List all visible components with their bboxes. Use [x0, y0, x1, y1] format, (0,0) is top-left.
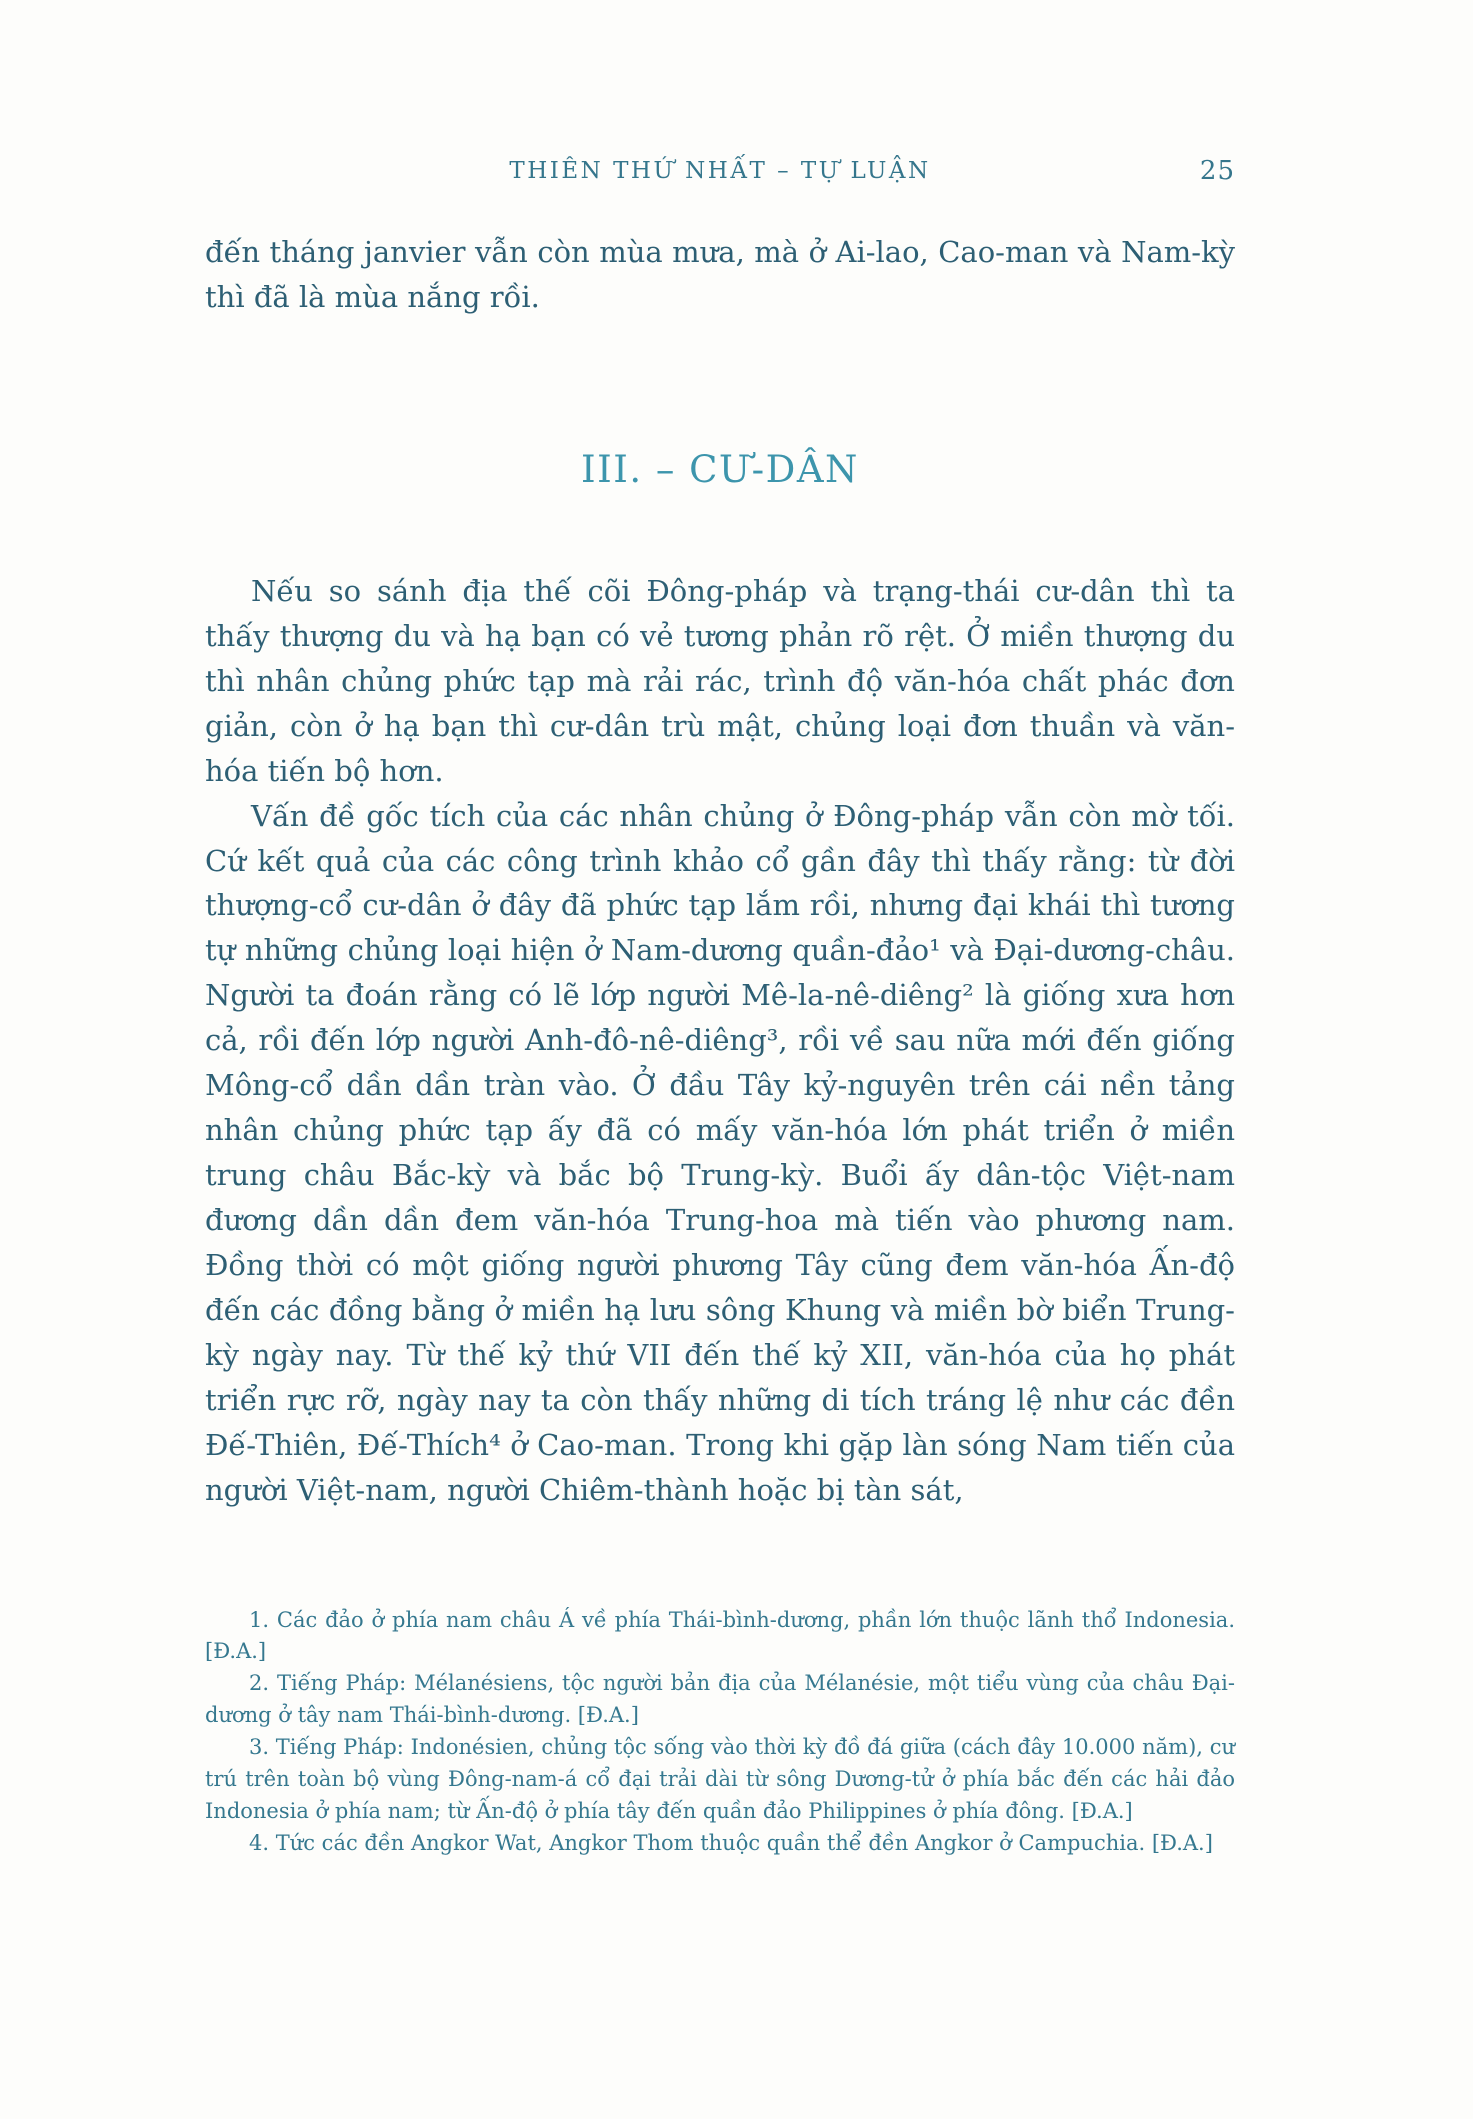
footnote: 4. Tức các đền Angkor Wat, Angkor Thom thuộc quần thể đền Angkor ở Campuchia. [Đ.A.] [249, 1830, 1213, 1855]
footnote: 2. Tiếng Pháp: Mélanésiens, tộc người bản địa của Mélanésie, một tiểu vùng của châu Đại-dương ở tây nam Thái-bình-dương. [Đ.A.] [205, 1671, 1235, 1728]
body-paragraph-continuation: đến tháng janvier vẫn còn mùa mưa, mà ở Ai-lao, Cao-man và Nam-kỳ thì đã là mùa nắng rồi. [205, 235, 1235, 314]
footnote: 3. Tiếng Pháp: Indonésien, chủng tộc sống vào thời kỳ đồ đá giữa (cách đây 10.000 năm), cư trú trên toàn bộ vùng Đông-nam-á cổ đại trải dài từ sông Dương-tử ở phía bắc đến các hải đảo Indonesia ở phía nam; từ Ấn-độ ở phía tây đến quần đảo Philippines ở phía đông. [Đ.A.] [205, 1735, 1235, 1823]
footnotes-section [205, 1605, 1235, 1860]
section-heading: III. – CƯ-DÂN [581, 447, 859, 491]
footnote: 1. Các đảo ở phía nam châu Á về phía Thái-bình-dương, phần lớn thuộc lãnh thổ Indonesia. [Đ.A.] [205, 1607, 1235, 1664]
body-paragraph: Nếu so sánh địa thế cõi Đông-pháp và trạng-thái cư-dân thì ta thấy thượng du và hạ bạn có vẻ tương phản rõ rệt. Ở miền thượng du thì nhân chủng phức tạp mà rải rác, trình độ văn-hóa chất phác đơn giản, còn ở hạ bạn thì cư-dân trù mật, chủng loại đơn thuần và văn-hóa tiến bộ hơn. [205, 573, 1235, 788]
page-number: 25 [1199, 156, 1235, 186]
body-paragraph: Vấn đề gốc tích của các nhân chủng ở Đông-pháp vẫn còn mờ tối. Cứ kết quả của các công trình khảo cổ gần đây thì thấy rằng: từ đời thượng-cổ cư-dân ở đây đã phức tạp lắm rồi, nhưng đại khái thì tương tự những chủng loại hiện ở Nam-dương quần-đảo¹ và Đại-dương-châu. Người ta đoán rằng có lẽ lớp người Mê-la-nê-diêng² là giống xưa hơn cả, rồi đến lớp người Anh-đô-nê-diêng³, rồi về sau nữa mới đến giống Mông-cổ dần dần tràn vào. Ở đầu Tây kỷ-nguyên trên cái nền tảng nhân chủng phức tạp ấy đã có mấy văn-hóa lớn phát triển ở miền trung châu Bắc-kỳ và bắc bộ Trung-kỳ. Buổi ấy dân-tộc Việt-nam đương dần dần đem văn-hóa Trung-hoa mà tiến vào phương nam. Đồng thời có một giống người phương Tây cũng đem văn-hóa Ấn-độ đến các đồng bằng ở miền hạ lưu sông Khung và miền bờ biển Trung-kỳ ngày nay. Từ thế kỷ thứ VII đến thế kỷ XII, văn-hóa của họ phát triển rực rỡ, ngày nay ta còn thấy những di tích tráng lệ như các đền Đế-Thiên, Đế-Thích⁴ ở Cao-man. Trong khi gặp làn sóng Nam tiến của người Việt-nam, người Chiêm-thành hoặc bị tàn sát, [205, 798, 1235, 1507]
running-title: THIÊN THỨ NHẤT – TỰ LUẬN [509, 158, 931, 184]
page-header [205, 158, 1235, 184]
